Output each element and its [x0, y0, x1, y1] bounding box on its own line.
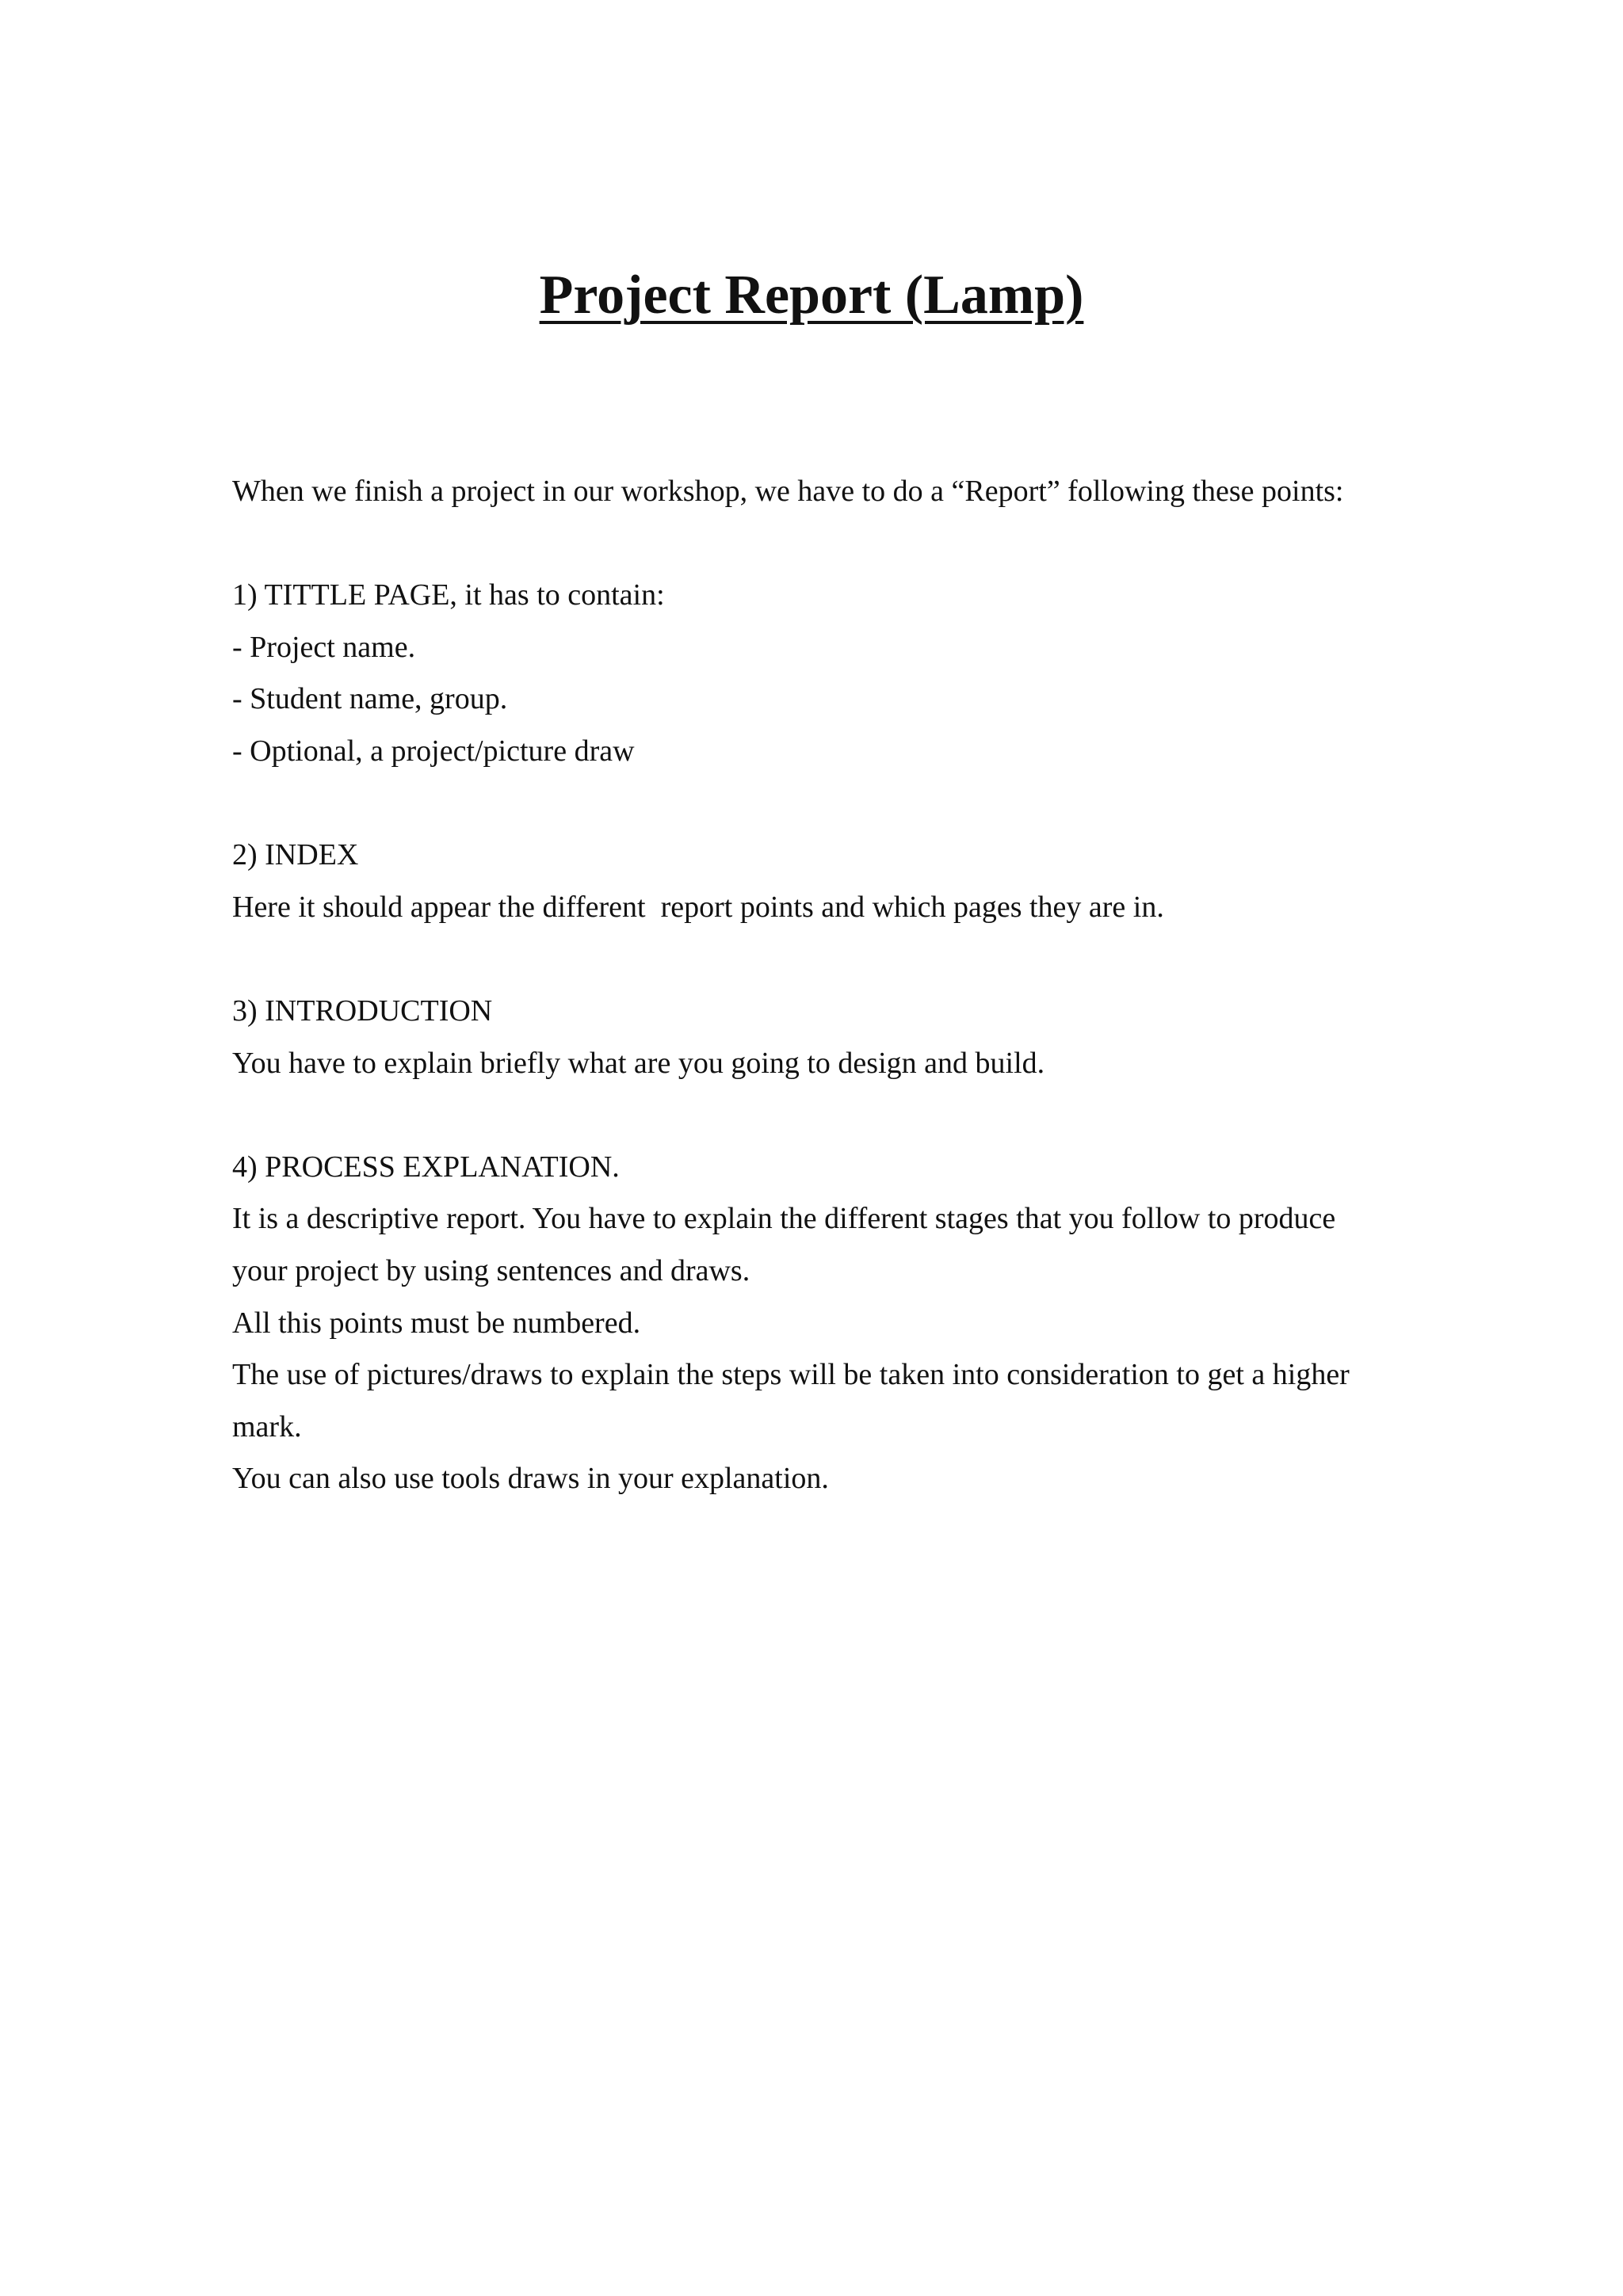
spacer — [232, 518, 1405, 570]
section-index — [232, 830, 1405, 933]
section-heading: 1) TITTLE PAGE, it has to contain: — [232, 578, 665, 612]
section-text: It is a descriptive report. You have to explain the different stages that you follow to produce — [232, 1202, 1336, 1236]
section-text: Here it should appear the different report points and which pages they are in. — [232, 890, 1164, 924]
section-text: your project by using sentences and draws. — [232, 1253, 750, 1287]
section-text: You can also use tools draws in your explanation. — [232, 1462, 829, 1496]
section-heading: 3) INTRODUCTION — [232, 994, 493, 1028]
document-body — [232, 466, 1405, 1505]
section-text: mark. — [232, 1409, 302, 1444]
list-item: - Project name. — [232, 630, 416, 664]
spacer — [232, 778, 1405, 830]
section-text: The use of pictures/draws to explain the steps will be taken into consideration to get a higher — [232, 1358, 1350, 1392]
spacer — [232, 1089, 1405, 1142]
list-item: - Student name, group. — [232, 682, 508, 716]
list-item: - Optional, a project/picture draw — [232, 734, 635, 768]
section-heading: 2) INDEX — [232, 838, 359, 872]
section-text: All this points must be numbered. — [232, 1306, 641, 1340]
section-process-explanation — [232, 1142, 1405, 1505]
section-introduction — [232, 986, 1405, 1089]
section-text: You have to explain briefly what are you going to design and build. — [232, 1046, 1045, 1080]
intro-paragraph: When we finish a project in our workshop, we have to do a “Report” following these points: — [232, 475, 1344, 508]
page-title: Project Report (Lamp) — [539, 265, 1084, 326]
section-title-page — [232, 570, 1405, 777]
spacer — [232, 933, 1405, 986]
section-heading: 4) PROCESS EXPLANATION. — [232, 1150, 620, 1184]
